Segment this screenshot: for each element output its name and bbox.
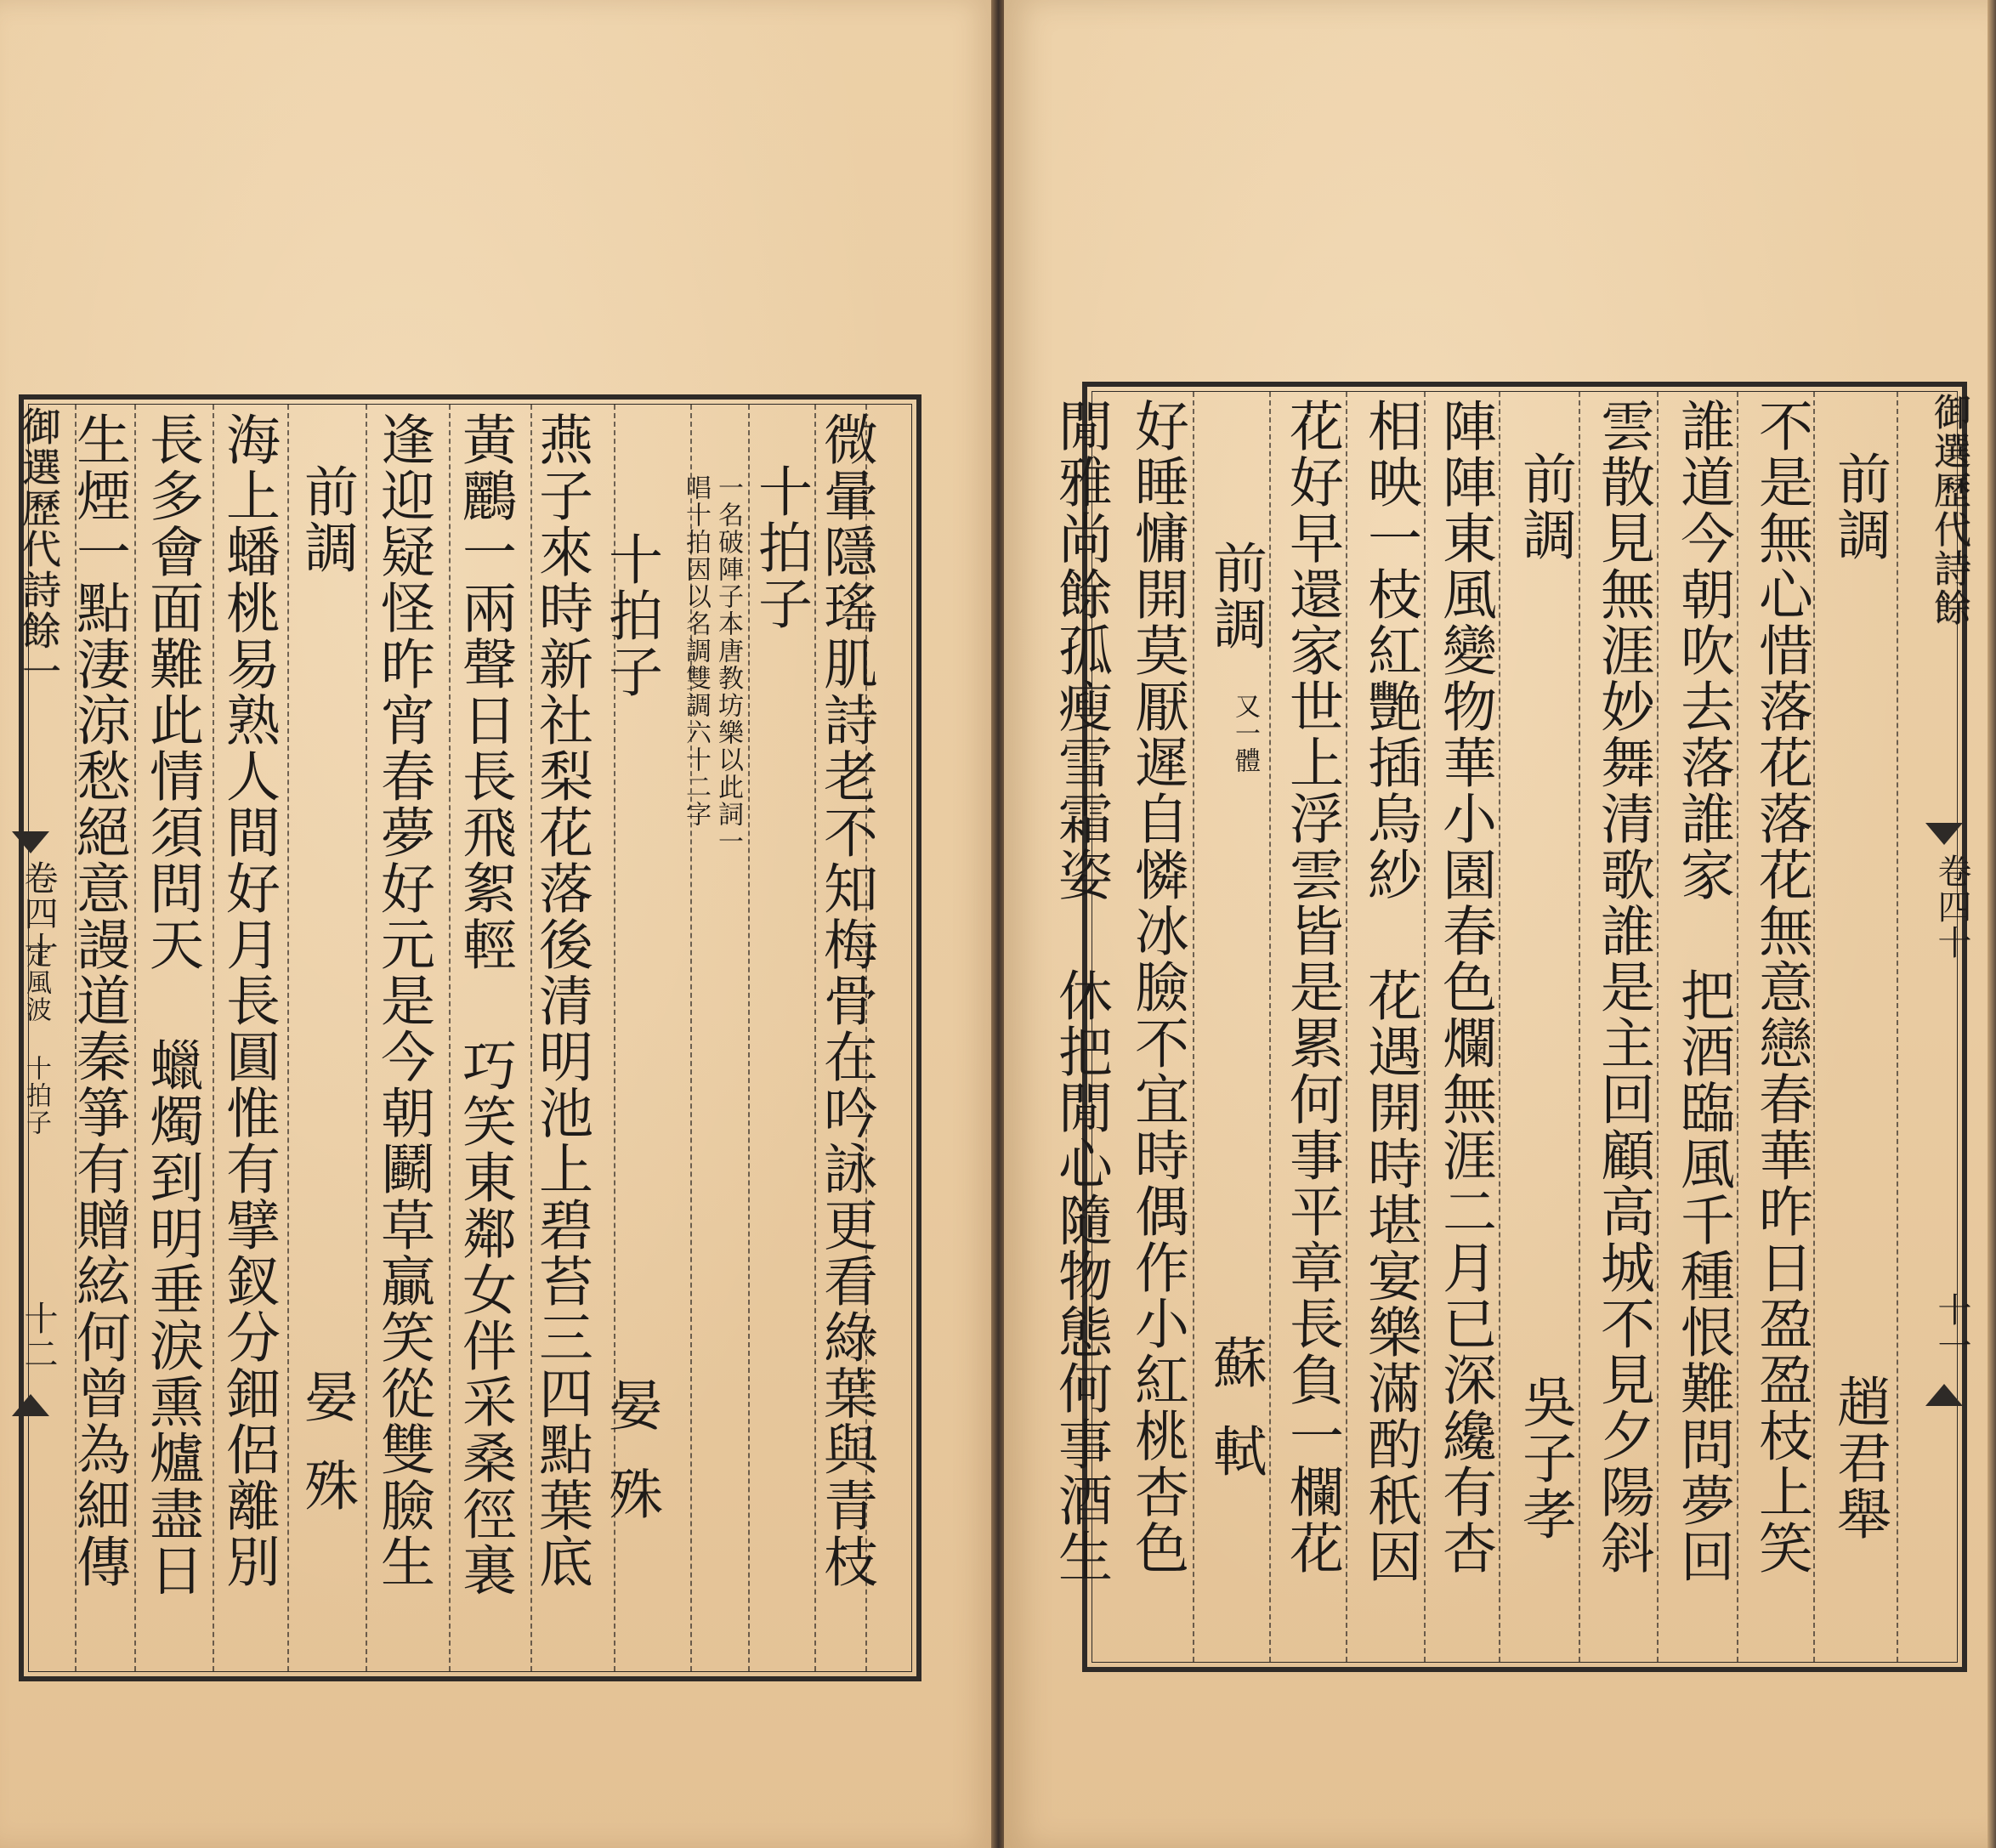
author-name: 趙君舉 <box>1828 1374 1891 1542</box>
fishtail-mark <box>1925 823 1963 845</box>
verse-column: 海上蟠桃易熟人間好月長圓惟有擘釵分鈿侶離別 <box>217 411 280 1590</box>
column-rule <box>1657 392 1659 1662</box>
section-label: 定風波 十拍子 <box>21 942 51 1137</box>
verse-column: 生煙一點淒涼愁絕意謾道秦箏有贈絃何曾為細傳 <box>67 411 130 1590</box>
column-rule <box>1193 392 1194 1662</box>
verse-column: 不是無心惜落花落花無意戀春華昨日盈盈枝上笑 <box>1749 398 1812 1576</box>
page-number: 十二 <box>19 1301 58 1372</box>
column-rule <box>1424 392 1426 1662</box>
tune-note: 唱十拍因以名調雙調六十二字 <box>681 474 711 828</box>
left-page <box>0 0 993 1848</box>
verse-column: 陣陣東風變物華小園春色爛無涯二月已深纔有杏 <box>1433 398 1496 1576</box>
book-edge-right <box>1987 0 1996 1848</box>
variant-note: 又一體 <box>1230 693 1260 774</box>
fishtail-mark <box>12 831 49 853</box>
verse-column: 雲散見無涯妙舞清歌誰是主回顧高城不見夕陽斜 <box>1591 398 1654 1576</box>
verse-column: 誰道今朝吹去落誰家 把酒臨風千種恨難問夢回 <box>1671 398 1734 1584</box>
tune-title: 十拍子 <box>599 531 662 700</box>
column-rule <box>366 405 367 1671</box>
column-rule <box>1579 392 1580 1662</box>
author-name: 晏殊 <box>295 1369 358 1545</box>
book-title-margin: 御選歷代詩餘一 <box>16 406 62 692</box>
verse-column: 黃鸝一兩聲日長飛絮輕 巧笑東鄰女伴采桑徑裏 <box>453 411 516 1598</box>
right-page <box>1004 0 1996 1848</box>
tune-title: 前調 <box>1204 540 1267 652</box>
column-rule <box>1346 392 1347 1662</box>
tune-title: 前調 <box>1513 451 1576 563</box>
verse-column: 閒雅尚餘孤瘦雪霜姿 休把閒心隨物態何事酒生 <box>1049 398 1112 1584</box>
author-name: 晏殊 <box>599 1377 662 1554</box>
verse-column: 微暈隱瑤肌詩老不知梅骨在吟詠更看綠葉與青枝 <box>814 411 877 1590</box>
author-name: 蘇軾 <box>1204 1335 1267 1511</box>
verse-column: 逢迎疑怪昨宵春夢好元是今朝鬬草贏笑從雙臉生 <box>371 411 434 1590</box>
juan-label: 卷四十 <box>1932 853 1971 961</box>
column-rule <box>287 405 289 1671</box>
tune-title: 前調 <box>1828 451 1891 563</box>
column-rule <box>1737 392 1738 1662</box>
verse-column: 長多會面難此情須問天 蠟燭到明垂淚熏爐盡日 <box>140 411 203 1598</box>
author-name: 吳子孝 <box>1513 1374 1576 1542</box>
verse-column: 好睡慵開莫厭遲自憐冰臉不宜時偶作小紅桃杏色 <box>1126 398 1188 1576</box>
fishtail-mark <box>1925 1384 1963 1406</box>
column-rule <box>134 405 136 1671</box>
verse-column: 燕子來時新社梨花落後清明池上碧苔三四點葉底 <box>530 411 593 1590</box>
tune-title: 前調 <box>295 463 358 575</box>
verse-column: 相映一枝紅艷插烏紗 花遇開時堪宴樂滿酌秖因 <box>1358 398 1421 1584</box>
juan-label: 卷四十 <box>19 860 58 967</box>
column-rule <box>1269 392 1271 1662</box>
fishtail-mark <box>12 1394 49 1416</box>
verse-column: 花好早還家世上浮雲皆是累何事平章長負一欄花 <box>1280 398 1343 1576</box>
column-rule <box>1499 392 1500 1662</box>
page-number: 十一 <box>1932 1292 1971 1363</box>
tune-note: 一名破陣子本唐教坊樂以此詞一 <box>713 474 743 855</box>
tune-title: 十拍子 <box>749 463 812 632</box>
book-title-margin: 御選歷代詩餘 <box>1927 393 1970 627</box>
column-rule <box>1897 392 1898 1662</box>
